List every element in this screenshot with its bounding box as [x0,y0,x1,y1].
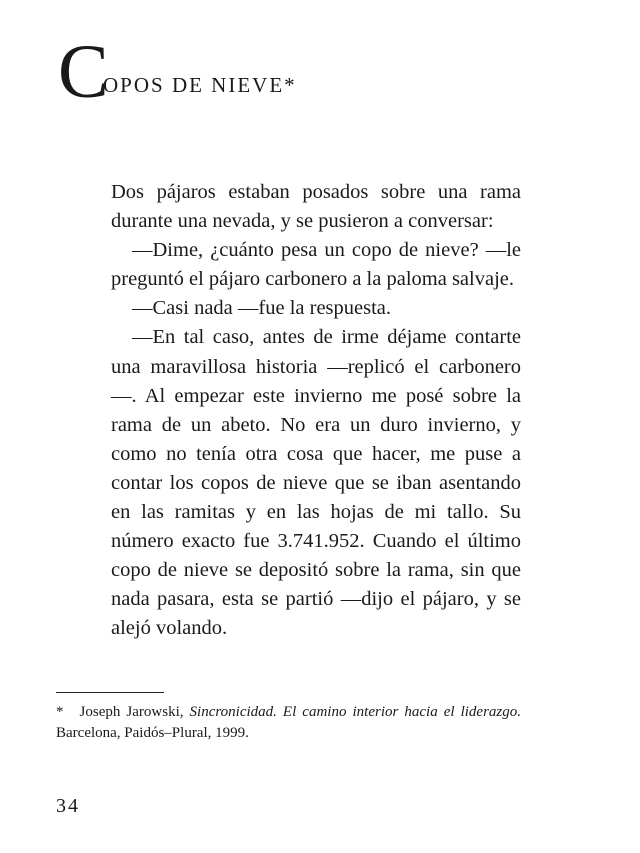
paragraph-question: —Dime, ¿cuánto pesa un copo de nieve? —le preguntó el pájaro carbonero a la paloma salvaje. [111,239,521,291]
drop-cap: C [58,30,109,114]
page-number: 34 [56,795,80,817]
footnote-publication: Barcelona, Paidós–Plural, 1999. [56,725,249,741]
footnote-marker: * [56,704,64,720]
paragraph-intro: Dos pájaros estaban posados sobre una rama durante una nevada, y se pusieron a conversar: [111,181,521,233]
paragraph-story: —En tal caso, antes de irme déjame contarte una maravillosa historia —replicó el carbonero—. Al empezar este invierno me posé sobre la rama de un abeto. No era un duro invierno, y como no tenía otra cosa que hacer, me puse a contar los copos de nieve que se iban asentando en las ramitas y en las hojas de mi tallo. Su número exacto fue 3.741.952. Cuando el último copo de nieve se depositó sobre la rama, sin que nada pasara, esta se partió —dijo el pájaro, y se alejó volando. [111,326,521,640]
footnote-author: Joseph Jarowski, [79,704,184,720]
footnote [56,702,521,744]
footnote-divider [56,692,164,693]
title-text: OPOS DE NIEVE* [103,73,297,97]
story-text [111,178,521,644]
paragraph-answer: —Casi nada —fue la respuesta. [132,297,392,320]
footnote-book-title: Sincronicidad. El camino interior hacia el liderazgo. [189,704,522,720]
